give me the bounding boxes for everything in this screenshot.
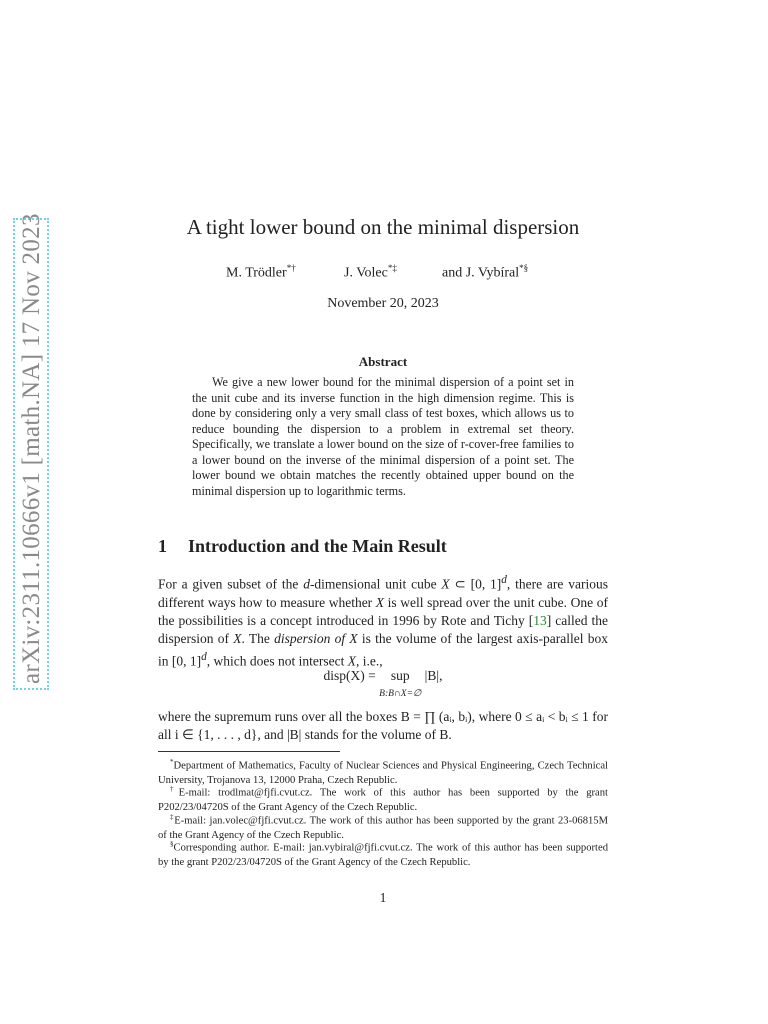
section-heading	[158, 536, 608, 557]
paper-date: November 20, 2023	[327, 296, 439, 311]
abstract-text: We give a new lower bound for the minimal dispersion of a point set in the unit cube and its inverse function in the high dimension regime. This is done by considering only a very small class of test boxes, which allows us to reduce bounding the dispersion to a problem in extremal set theory. Specifically, we translate a lower bound on the size of r-cover-free families to a lower bound on the inverse of the minimal dispersion of a point set. The lower bound we obtain matches the recently obtained upper bound on the minimal dispersion up to logarithmic terms.	[192, 375, 574, 498]
author-3: and J. Vybíral*§	[442, 263, 529, 281]
dispersion-formula: disp(X) = sup B:B∩X=∅ |B|,	[323, 668, 443, 699]
footnote-rule	[158, 751, 340, 752]
footnote-trodler: †E-mail: trodlmat@fjfi.cvut.cz. The work of this author has been supported by the grant P202/23/04720S of the Grant Agency of the Czech Republic.	[158, 785, 609, 813]
author-2: J. Volec*‡	[344, 263, 397, 281]
defined-term: dispersion of X	[274, 630, 358, 646]
footnote-vybiral: §Corresponding author. E-mail: jan.vybiral@fjfi.cvut.cz. The work of this author has been supported by the grant P202/23/04720S of the Grant Agency of the Czech Republic.	[158, 840, 608, 868]
footnote-volec: ‡E-mail: jan.volec@fjfi.cvut.cz. The work of this author has been supported by the grant 23-06815M of the Grant Agency of the Czech Republic.	[158, 813, 609, 841]
second-paragraph: where the supremum runs over all the boxes B = ∏ (aᵢ, bᵢ), where 0 ≤ aᵢ < bᵢ ≤ 1 for all i ∈ {1, . . . , d}, and |B| stands for the volume of B.	[158, 709, 608, 742]
intro-paragraph: For a given subset of the d-dimensional unit cube X ⊂ [0, 1]$^d$, there are various different ways how to measure whether X is well spread over the unit cube. One of the possibilities is a concept introduced in 1996 by Rote and Tichy [13] called the dispersion of X. The dispersion of X is the volume of the largest axis-parallel box in [0, 1]$^d$, which does not intersect X, i.e.,	[158, 574, 608, 668]
page-number: 1	[379, 890, 387, 905]
footnote-affiliation: *Department of Mathematics, Faculty of Nuclear Sciences and Physical Engineering, Czech Technical University, Trojanova 13, 12000 Praha, Czech Republic.	[158, 758, 608, 786]
arxiv-identifier[interactable]: arXiv:2311.10666v1 [math.NA] 17 Nov 2023	[18, 213, 45, 684]
section-title: Introduction and the Main Result	[188, 536, 447, 556]
author-1: M. Trödler*†	[226, 263, 296, 281]
citation-link[interactable]: 13	[533, 612, 547, 628]
abstract-heading: Abstract	[358, 354, 408, 369]
section-number: 1	[158, 536, 167, 556]
paper-title: A tight lower bound on the minimal dispersion	[186, 215, 580, 239]
